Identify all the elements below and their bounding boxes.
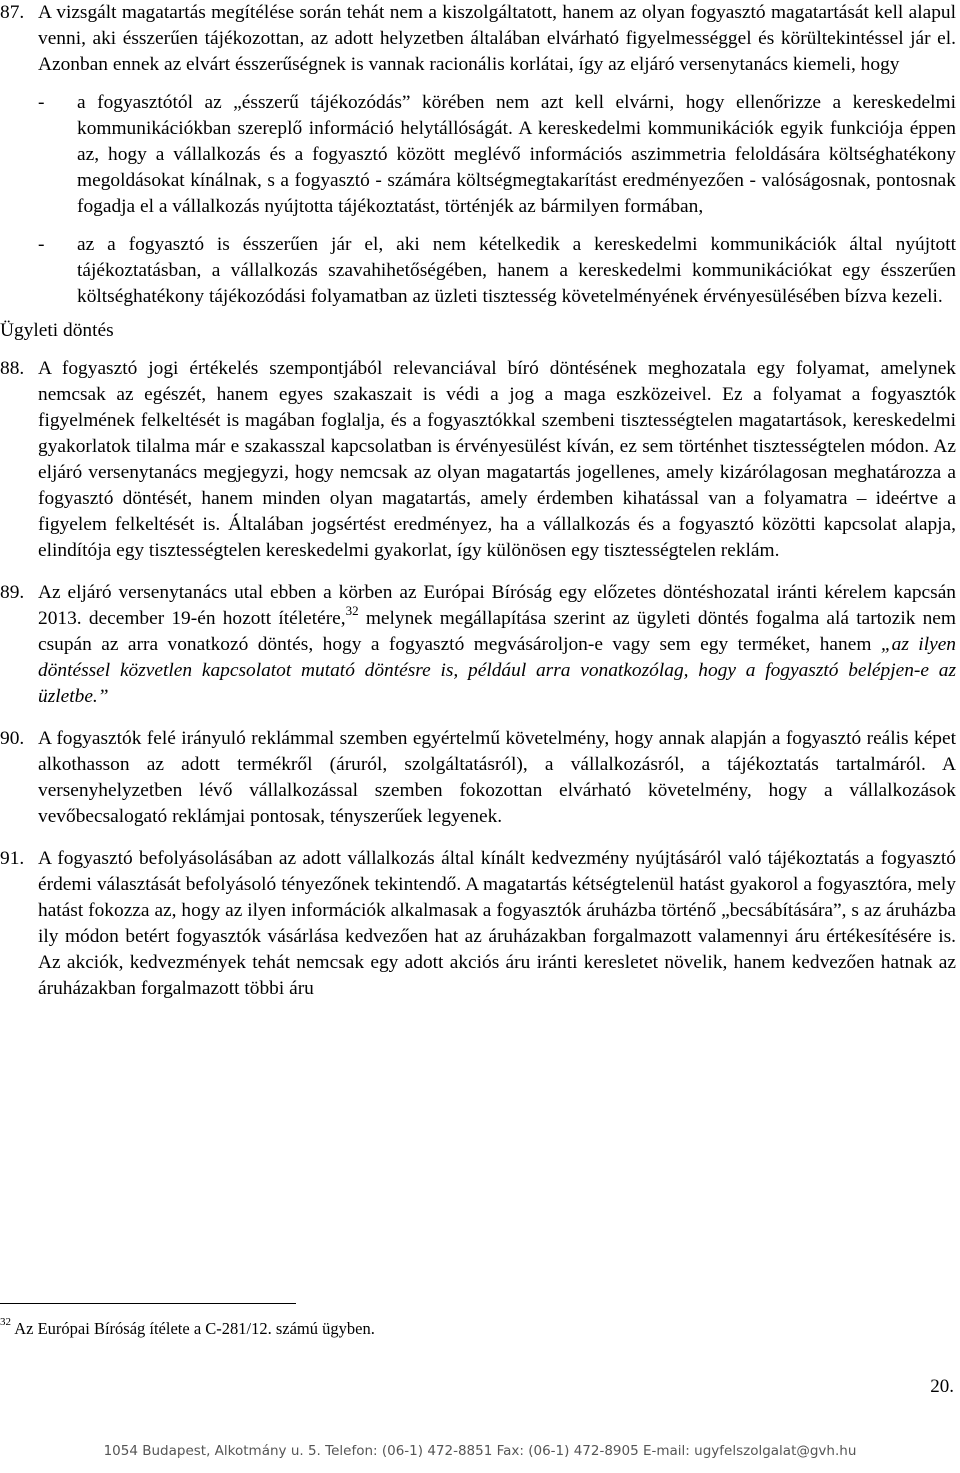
footnote-reference[interactable]: 32: [345, 602, 359, 618]
bullet-text: a fogyasztótól az „ésszerű tájékozódás” körében nem azt kell elvárni, hogy ellenőrizze a kereskedelmi kommunikációkban szereplő információ helytállóságát. A kereskedelmi kommunikációk egyik funkciója éppen az, hogy a vállalkozás és a fogyasztó között meglévő információs aszimmetria feloldására költséghatékony megoldásokat kínálnak, s a fogyasztó - számára költségmegtakarítást eredményezően - valóságosnak, pontosnak fogadja el a vállalkozás nyújtotta tájékoztatást, történjék az bármilyen formában,: [77, 92, 956, 217]
paragraph-number: 87.: [0, 2, 25, 23]
bullet-dash: -: [38, 92, 45, 113]
paragraph-text-part: melynek megállapítása szerint az ügyleti döntés fogalma alá tartozik nem csupán az arra vonatkozó döntés, hogy a fogyasztó megvásároljon-e vagy sem egy terméket, hanem: [38, 608, 956, 655]
quoted-text: „az ilyen döntéssel közvetlen kapcsolatot mutató döntésre is, például arra vonatkozólag, hogy a fogyasztó belépjen-e az üzletbe.”: [38, 634, 956, 707]
footnote: [0, 1315, 375, 1340]
footnote-text: Az Európai Bíróság ítélete a C-281/12. számú ügyben.: [14, 1319, 375, 1338]
section-heading: Ügyleti döntés: [0, 320, 114, 341]
footnote-divider: [0, 1303, 296, 1304]
paragraph-text: A vizsgált magatartás megítélése során tehát nem a kiszolgáltatott, hanem az olyan fogyasztó magatartását kell alapul venni, aki ésszerűen tájékozottan, az adott helyzetben általában elvárható figyelmességgel és körültekintéssel jár el. Azonban ennek az elvárt ésszerűségnek is vannak racionális korlátai, így az eljáró versenytanács kiemeli, hogy: [38, 2, 956, 75]
paragraph-number: 91.: [0, 848, 25, 869]
paragraph-text: A fogyasztó befolyásolásában az adott vállalkozás által kínált kedvezmény nyújtásáról való tájékoztatás a fogyasztó érdemi választását befolyásoló tényezőnek tekintendő. A magatartás kétségtelenül hatást gyakorol a fogyasztóra, mely hatást fokozza az, hogy az ilyen információk alkalmasak a fogyasztók áruházba történő „becsábítására”, s az áruházba ily módon betért fogyasztók vásárlása kedvezően hat az áruházakban forgalmazott valamennyi áru értékesítésére is. Az akciók, kedvezmények tehát nemcsak egy adott akciós áru iránti keresletet növelik, hanem kedvezően hatnak az áruházakban forgalmazott többi áru: [38, 848, 956, 999]
paragraph-text: [38, 580, 956, 710]
page-number: 20.: [930, 1376, 954, 1397]
paragraph-89: [0, 580, 960, 710]
paragraph-90: [0, 726, 960, 830]
footnote-number: 32: [0, 1315, 11, 1328]
paragraph-number: 88.: [0, 358, 25, 379]
bullet-text: az a fogyasztó is ésszerűen jár el, aki nem kételkedik a kereskedelmi kommunikációk által nyújtott tájékoztatásban, a vállalkozás szavahihetőségében, hanem a kereskedelmi kommunikációkat egy ésszerűen költséghatékony tájékozódási folyamatban az üzleti tisztesség követelményének érvényesülésében bízva kezeli.: [77, 234, 956, 307]
paragraph-91: [0, 846, 960, 1002]
paragraph-text: A fogyasztó jogi értékelés szempontjából relevanciával bíró döntésének meghozatala egy folyamat, amelynek nemcsak az egészét, hanem egyes szakaszait is védi a jog a maga eszközeivel. Ez a folyamat a fogyasztók figyelmének felkeltését is magában foglalja, és a fogyasztókkal szembeni tisztességtelen magatartások, kereskedelmi gyakorlatok tilalma már e szakasszal kapcsolatban is érvényesülést kíván, ez sem történhet tisztességtelen módon. Az eljáró versenytanács megjegyzi, hogy nemcsak az olyan magatartás jogellenes, amely kizárólagosan meghatározza a fogyasztó döntését, hanem minden olyan magatartás, amely érdemben kihatással van a folyamatra – ideértve a figyelem felkeltését is. Általában jogsértést eredményez, ha a vállalkozás és a fogyasztó közötti kapcsolat alapja, elindítója egy tisztességtelen kereskedelmi gyakorlat, így különösen egy tisztességtelen reklám.: [38, 358, 956, 561]
bullet-dash: -: [38, 234, 45, 255]
paragraph-text-part: Az eljáró versenytanács utal ebben a körben az Európai Bíróság egy előzetes döntéshozatal iránti kérelem kapcsán 2013. december 19-én hozott ítéletére,: [38, 582, 956, 629]
paragraph-number: 89.: [0, 582, 25, 603]
paragraph-text: A fogyasztók felé irányuló reklámmal szemben egyértelmű követelmény, hogy annak alapján a fogyasztó reális képet alkothasson az adott termékről (áruról, szolgáltatásról), a vállalkozásról, a tájékoztatás tartalmáról. A versenyhelyzetben lévő vállalkozással szemben fokozottan elvárható követelmény, hogy a vállalkozások vevőbecsalogató reklámjai pontosak, tényszerűek legyenek.: [38, 728, 956, 827]
bullet-item: [0, 232, 960, 310]
paragraph-number: 90.: [0, 728, 25, 749]
bullet-item: [0, 90, 960, 220]
page-footer: 1054 Budapest, Alkotmány u. 5. Telefon: (06-1) 472-8851 Fax: (06-1) 472-8905 E-mail: ugyfelszolgalat@gvh.hu: [103, 1443, 857, 1459]
paragraph-87: [0, 0, 960, 78]
paragraph-88: [0, 356, 960, 564]
